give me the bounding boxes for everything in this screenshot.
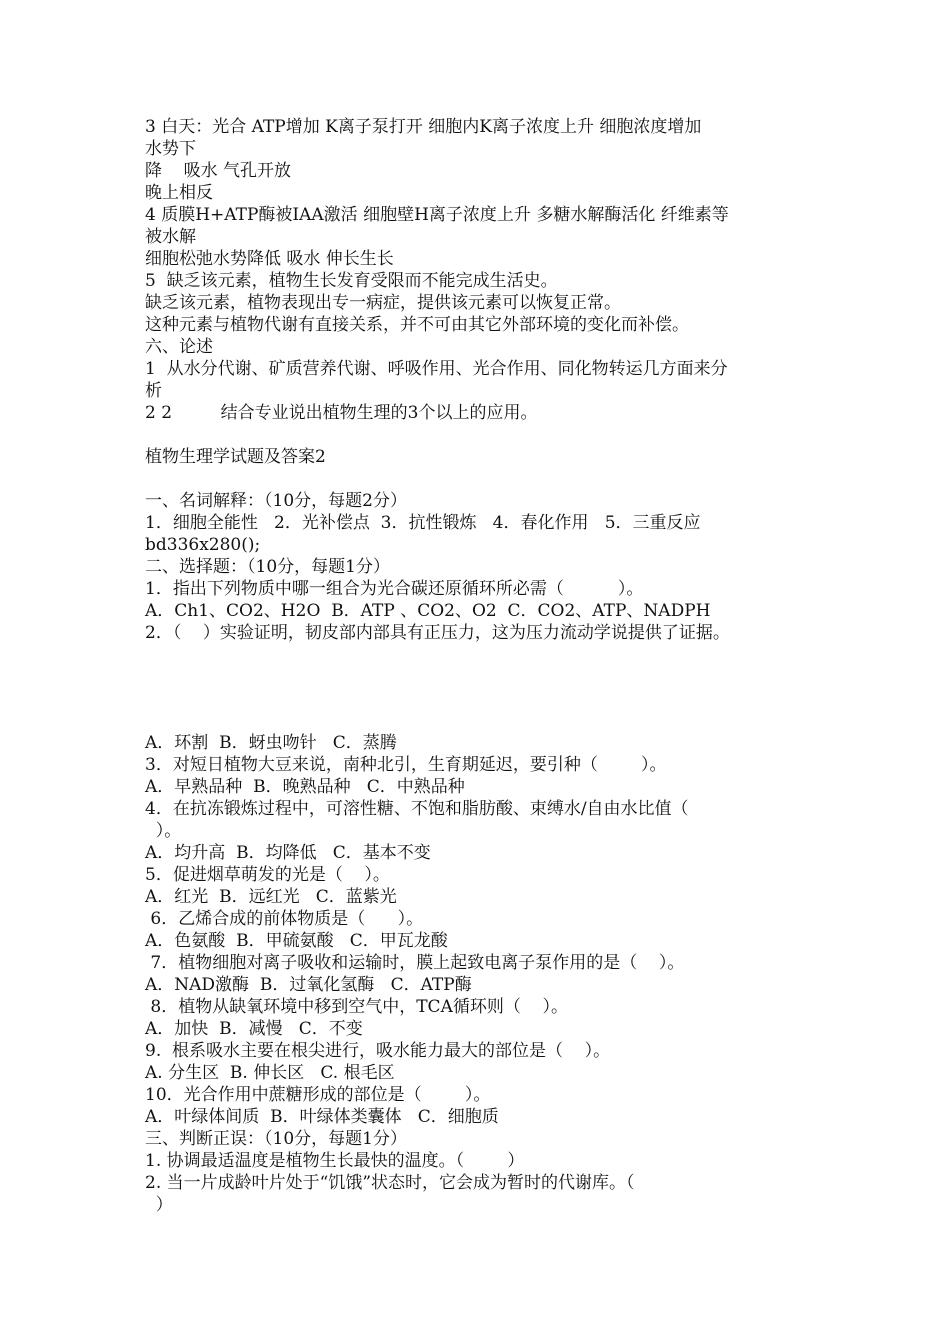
question-10-options: A．叶绿体间质 B．叶绿体类囊体 C．细胞质 [145,1107,499,1127]
section-6-heading: 六、论述 [145,337,213,357]
document-title: 植物生理学试题及答案2 [145,447,326,467]
judgment-2-line-2: ） [145,1195,173,1215]
essay-1-line-1: 1 从水分代谢、矿质营养代谢、呼吸作用、光合作用、同化物转运几方面来分 [145,359,728,379]
question-4-line-2: ）。 [145,821,182,841]
section-2-heading: 二、选择题：（10分，每题1分） [145,557,390,577]
answer-3-line-2: 水势下 [145,139,196,159]
question-8-options: A．加快 B．减慢 C．不变 [145,1019,363,1039]
judgment-1: 1. 协调最适温度是植物生长最快的温度。（ ） [145,1151,525,1171]
question-6-options: A．色氨酸 B．甲硫氨酸 C．甲瓦龙酸 [145,931,448,951]
terms-list: 1．细胞全能性 2．光补偿点 3．抗性锻炼 4．春化作用 5．三重反应 [145,513,701,533]
question-1-options: A．Ch1、CO2、H2O B．ATP 、CO2、O2 C．CO2、ATP、NADPH [145,601,711,621]
answer-3-line-4: 晚上相反 [145,183,213,203]
question-4-line-1: 4．在抗冻锻炼过程中，可溶性糖、不饱和脂肪酸、束缚水/自由水比值（ [145,799,689,819]
question-9: 9. 根系吸水主要在根尖进行，吸水能力最大的部位是（ ）。 [145,1041,611,1061]
question-3-options: A．早熟品种 B．晚熟品种 C．中熟品种 [145,777,465,797]
question-3: 3．对短日植物大豆来说，南种北引，生育期延迟，要引种（ ）。 [145,755,667,775]
essay-1-line-2: 析 [145,381,162,401]
question-5-options: A．红光 B．远红光 C．蓝紫光 [145,887,397,907]
answer-5-line-2: 缺乏该元素，植物表现出专一病症，提供该元素可以恢复正常。 [145,293,621,313]
question-8: 8．植物从缺氧环境中移到空气中，TCA循环则（ ）。 [145,997,568,1017]
question-7: 7．植物细胞对离子吸收和运输时，膜上起致电离子泵作用的是（ ）。 [145,953,685,973]
question-1: 1．指出下列物质中哪一组合为光合碳还原循环所必需（ ）。 [145,579,644,599]
answer-5-line-3: 这种元素与植物代谢有直接关系，并不可由其它外部环境的变化而补偿。 [145,315,689,335]
section-1-heading: 一、名词解释：（10分，每题2分） [145,491,407,511]
answer-4-line-2: 被水解 [145,227,196,247]
essay-2-line: 2 2 结合专业说出植物生理的3个以上的应用。 [145,403,538,423]
judgment-2-line-1: 2. 当一片成龄叶片处于“饥饿”状态时，它会成为暂时的代谢库。（ [145,1173,635,1193]
answer-3-line-3: 降 吸水 气孔开放 [145,161,292,181]
question-9-options: A. 分生区 B. 伸长区 C. 根毛区 [145,1063,395,1083]
section-3-heading: 三、判断正误：（10分，每题1分） [145,1129,407,1149]
answer-4-line-3: 细胞松弛水势降低 吸水 伸长生长 [145,249,394,269]
ad-code-text: bd336x280(); [145,535,261,555]
question-7-options: A．NAD激酶 B．过氧化氢酶 C．ATP酶 [145,975,472,995]
question-2-options: A．环割 B．蚜虫吻针 C．蒸腾 [145,733,397,753]
answer-5-line-1: 5 缺乏该元素，植物生长发育受限而不能完成生活史。 [145,271,558,291]
answer-4-line-1: 4 质膜H+ATP酶被IAA激活 细胞壁H离子浓度上升 多糖水解酶活化 纤维素等 [145,205,729,225]
question-5: 5．促进烟草萌发的光是（ ）。 [145,865,390,885]
question-4-options: A．均升高 B．均降低 C．基本不变 [145,843,431,863]
question-10: 10．光合作用中蔗糖形成的部位是（ ）。 [145,1085,491,1105]
answer-3-line-1: 3 白天：光合 ATP增加 K离子泵打开 细胞内K离子浓度上升 细胞浓度增加 [145,117,702,137]
question-2: 2．（ ）实验证明，韧皮部内部具有正压力，这为压力流动学说提供了证据。 [145,623,730,643]
question-6: 6．乙烯合成的前体物质是（ ）。 [145,909,424,929]
